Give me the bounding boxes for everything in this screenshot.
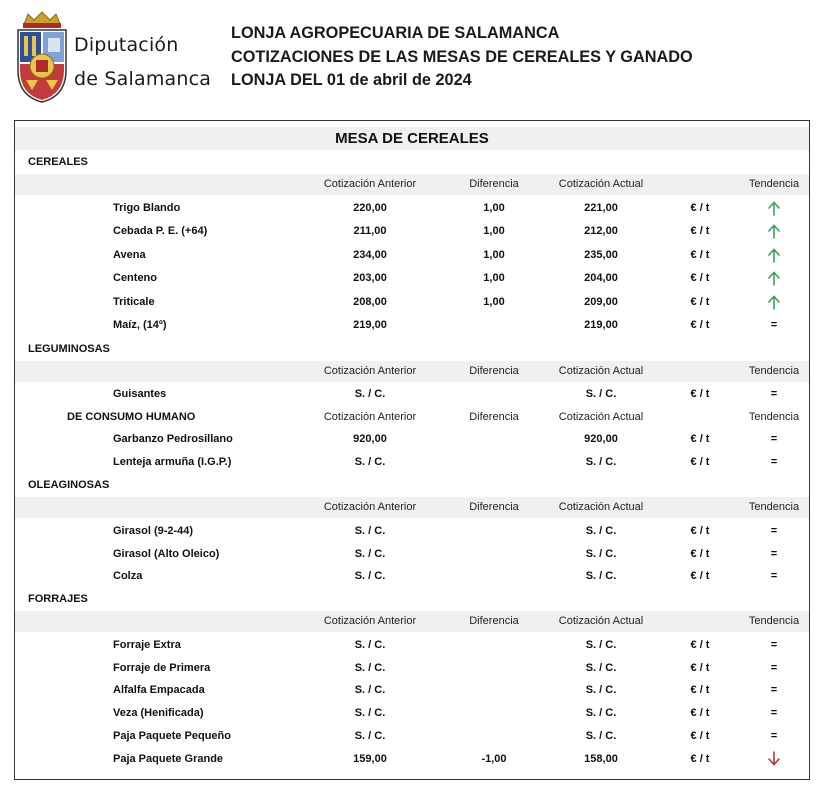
unidad: € / t — [690, 661, 710, 674]
col-header-diferencia: Diferencia — [469, 178, 519, 190]
cotizacion-anterior: 211,00 — [353, 225, 387, 238]
product-name: Centeno — [113, 272, 157, 285]
cotizacion-actual: S. / C. — [585, 456, 617, 468]
col-header-anterior: Cotización Anterior — [323, 615, 417, 627]
cotizacion-actual: S. / C. — [585, 707, 617, 720]
unidad: € / t — [690, 248, 710, 261]
cotizacion-anterior: 220,00 — [353, 202, 387, 214]
section-forrajes: FORRAJES — [28, 593, 88, 605]
cotizacion-anterior: S. / C. — [354, 456, 386, 468]
trend-up-arrow-icon — [751, 293, 797, 311]
trend-up-arrow-icon — [751, 246, 797, 264]
diferencia — [468, 636, 520, 654]
unidad: € / t — [690, 272, 710, 285]
col-header-diferencia: Diferencia — [469, 411, 519, 423]
cotizacion-anterior: S. / C. — [354, 525, 386, 537]
coat-of-arms-icon — [14, 10, 70, 104]
trend-down-arrow-icon — [751, 750, 797, 768]
trend-stable: = — [770, 729, 778, 742]
col-header-tendencia: Tendencia — [748, 365, 800, 377]
cotizacion-anterior: 208,00 — [353, 295, 387, 308]
subsection-consumo-humano: DE CONSUMO HUMANO — [67, 411, 196, 423]
diferencia: -1,00 — [481, 752, 507, 765]
col-header-tendencia: Tendencia — [748, 501, 800, 513]
cotizacion-anterior: S. / C. — [354, 639, 386, 651]
trend-stable: = — [770, 661, 778, 674]
product-name: Cebada P. E. (+64) — [113, 225, 208, 238]
col-header-diferencia: Diferencia — [469, 365, 519, 377]
col-header-diferencia: Diferencia — [469, 501, 519, 513]
col-header-diferencia: Diferencia — [469, 615, 519, 627]
product-name: Paja Paquete Grande — [113, 752, 224, 765]
diferencia: 1,00 — [483, 225, 505, 238]
trend-stable: = — [770, 547, 778, 560]
cotizacion-anterior: 203,00 — [353, 272, 387, 285]
diferencia — [468, 567, 520, 585]
col-header-tendencia: Tendencia — [748, 615, 800, 627]
product-name: Girasol (Alto Oleico) — [113, 547, 220, 560]
product-name: Guisantes — [113, 388, 167, 400]
cotizacion-anterior: 920,00 — [353, 433, 387, 445]
mesa-title: MESA DE CEREALES — [335, 130, 489, 147]
diferencia: 1,00 — [483, 202, 505, 214]
unidad: € / t — [690, 570, 710, 582]
diferencia — [468, 545, 520, 563]
diferencia — [468, 522, 520, 540]
col-header-actual: Cotización Actual — [558, 365, 644, 377]
unidad: € / t — [690, 433, 710, 445]
trend-stable: = — [770, 319, 778, 331]
diferencia — [468, 681, 520, 699]
cotizacion-actual: 212,00 — [584, 225, 618, 238]
cotizacion-anterior: S. / C. — [354, 684, 386, 697]
cotizacion-actual: 209,00 — [584, 295, 618, 308]
cotizacion-anterior: S. / C. — [354, 707, 386, 720]
logo-text-line2: de Salamanca — [74, 68, 212, 90]
diferencia — [468, 430, 520, 448]
cotizacion-anterior: S. / C. — [354, 729, 386, 742]
unidad: € / t — [690, 319, 710, 331]
col-header-actual: Cotización Actual — [558, 501, 644, 513]
section-oleaginosas: OLEAGINOSAS — [28, 479, 110, 491]
product-name: Garbanzo Pedrosillano — [113, 433, 233, 445]
cotizacion-actual: 204,00 — [584, 272, 618, 285]
unidad: € / t — [690, 295, 710, 308]
product-name: Colza — [113, 570, 143, 582]
diferencia — [468, 316, 520, 334]
product-name: Forraje de Primera — [113, 661, 211, 674]
section-cereales: CEREALES — [28, 156, 88, 168]
cotizacion-anterior: S. / C. — [354, 388, 386, 400]
diferencia — [468, 453, 520, 471]
product-name: Trigo Blando — [113, 202, 181, 214]
col-header-anterior: Cotización Anterior — [323, 411, 417, 423]
trend-stable: = — [770, 639, 778, 651]
cotizacion-actual: S. / C. — [585, 570, 617, 582]
unidad: € / t — [690, 729, 710, 742]
section-leguminosas: LEGUMINOSAS — [28, 343, 110, 355]
product-name: Alfalfa Empacada — [113, 684, 205, 697]
diferencia: 1,00 — [483, 248, 505, 261]
unidad: € / t — [690, 707, 710, 720]
cotizacion-actual: S. / C. — [585, 388, 617, 400]
product-name: Avena — [113, 248, 146, 261]
unidad: € / t — [690, 202, 710, 214]
unidad: € / t — [690, 525, 710, 537]
cotizacion-anterior: S. / C. — [354, 547, 386, 560]
product-name: Girasol (9-2-44) — [113, 525, 194, 537]
quotes-table — [14, 120, 810, 780]
unidad: € / t — [690, 547, 710, 560]
col-header-anterior: Cotización Anterior — [323, 365, 417, 377]
cotizacion-anterior: S. / C. — [354, 570, 386, 582]
cotizacion-actual: S. / C. — [585, 639, 617, 651]
cotizacion-anterior: 219,00 — [353, 319, 387, 331]
trend-stable: = — [770, 388, 778, 400]
cotizacion-anterior: 234,00 — [353, 248, 387, 261]
product-name: Maíz, (14º) — [113, 319, 167, 331]
trend-stable: = — [770, 707, 778, 720]
cotizacion-actual: S. / C. — [585, 525, 617, 537]
trend-stable: = — [770, 525, 778, 537]
unidad: € / t — [690, 456, 710, 468]
col-header-tendencia: Tendencia — [748, 178, 800, 190]
cotizacion-actual: 221,00 — [584, 202, 618, 214]
unidad: € / t — [690, 639, 710, 651]
diferencia: 1,00 — [483, 272, 505, 285]
logo-text-line1: Diputación — [74, 34, 179, 56]
col-header-actual: Cotización Actual — [558, 615, 644, 627]
diferencia — [468, 727, 520, 745]
trend-up-arrow-icon — [751, 199, 797, 217]
cotizacion-actual: 158,00 — [584, 752, 618, 765]
trend-up-arrow-icon — [751, 269, 797, 287]
col-header-actual: Cotización Actual — [558, 411, 644, 423]
product-name: Lenteja armuña (I.G.P.) — [113, 456, 232, 468]
diferencia — [468, 659, 520, 677]
diferencia: 1,00 — [483, 295, 505, 308]
product-name: Veza (Henificada) — [113, 707, 204, 720]
cotizacion-actual: 235,00 — [584, 248, 618, 261]
cotizacion-actual: S. / C. — [585, 547, 617, 560]
unidad: € / t — [690, 684, 710, 697]
logo — [14, 10, 214, 106]
cotizacion-actual: S. / C. — [585, 729, 617, 742]
product-name: Paja Paquete Pequeño — [113, 729, 231, 742]
trend-up-arrow-icon — [751, 222, 797, 240]
title-line1: LONJA AGROPECUARIA DE SALAMANCA — [231, 24, 560, 42]
diferencia — [468, 385, 520, 403]
col-header-actual: Cotización Actual — [558, 178, 644, 190]
title-line3: LONJA DEL 01 de abril de 2024 — [231, 71, 472, 89]
col-header-anterior: Cotización Anterior — [323, 178, 417, 190]
cotizacion-anterior: S. / C. — [354, 661, 386, 674]
unidad: € / t — [690, 752, 710, 765]
trend-stable: = — [770, 570, 778, 582]
diferencia — [468, 704, 520, 722]
trend-stable: = — [770, 684, 778, 697]
cotizacion-actual: 920,00 — [584, 433, 618, 445]
product-name: Forraje Extra — [113, 639, 181, 651]
cotizacion-anterior: 159,00 — [353, 752, 387, 765]
col-header-anterior: Cotización Anterior — [323, 501, 417, 513]
title-line2: COTIZACIONES DE LAS MESAS DE CEREALES Y GANADO — [231, 47, 693, 66]
trend-stable: = — [770, 433, 778, 445]
unidad: € / t — [690, 225, 710, 238]
unidad: € / t — [690, 388, 710, 400]
col-header-tendencia: Tendencia — [748, 411, 800, 423]
cotizacion-actual: S. / C. — [585, 684, 617, 697]
trend-stable: = — [770, 456, 778, 468]
document-title — [231, 22, 693, 93]
product-name: Triticale — [113, 295, 155, 308]
cotizacion-actual: S. / C. — [585, 661, 617, 674]
cotizacion-actual: 219,00 — [584, 319, 618, 331]
